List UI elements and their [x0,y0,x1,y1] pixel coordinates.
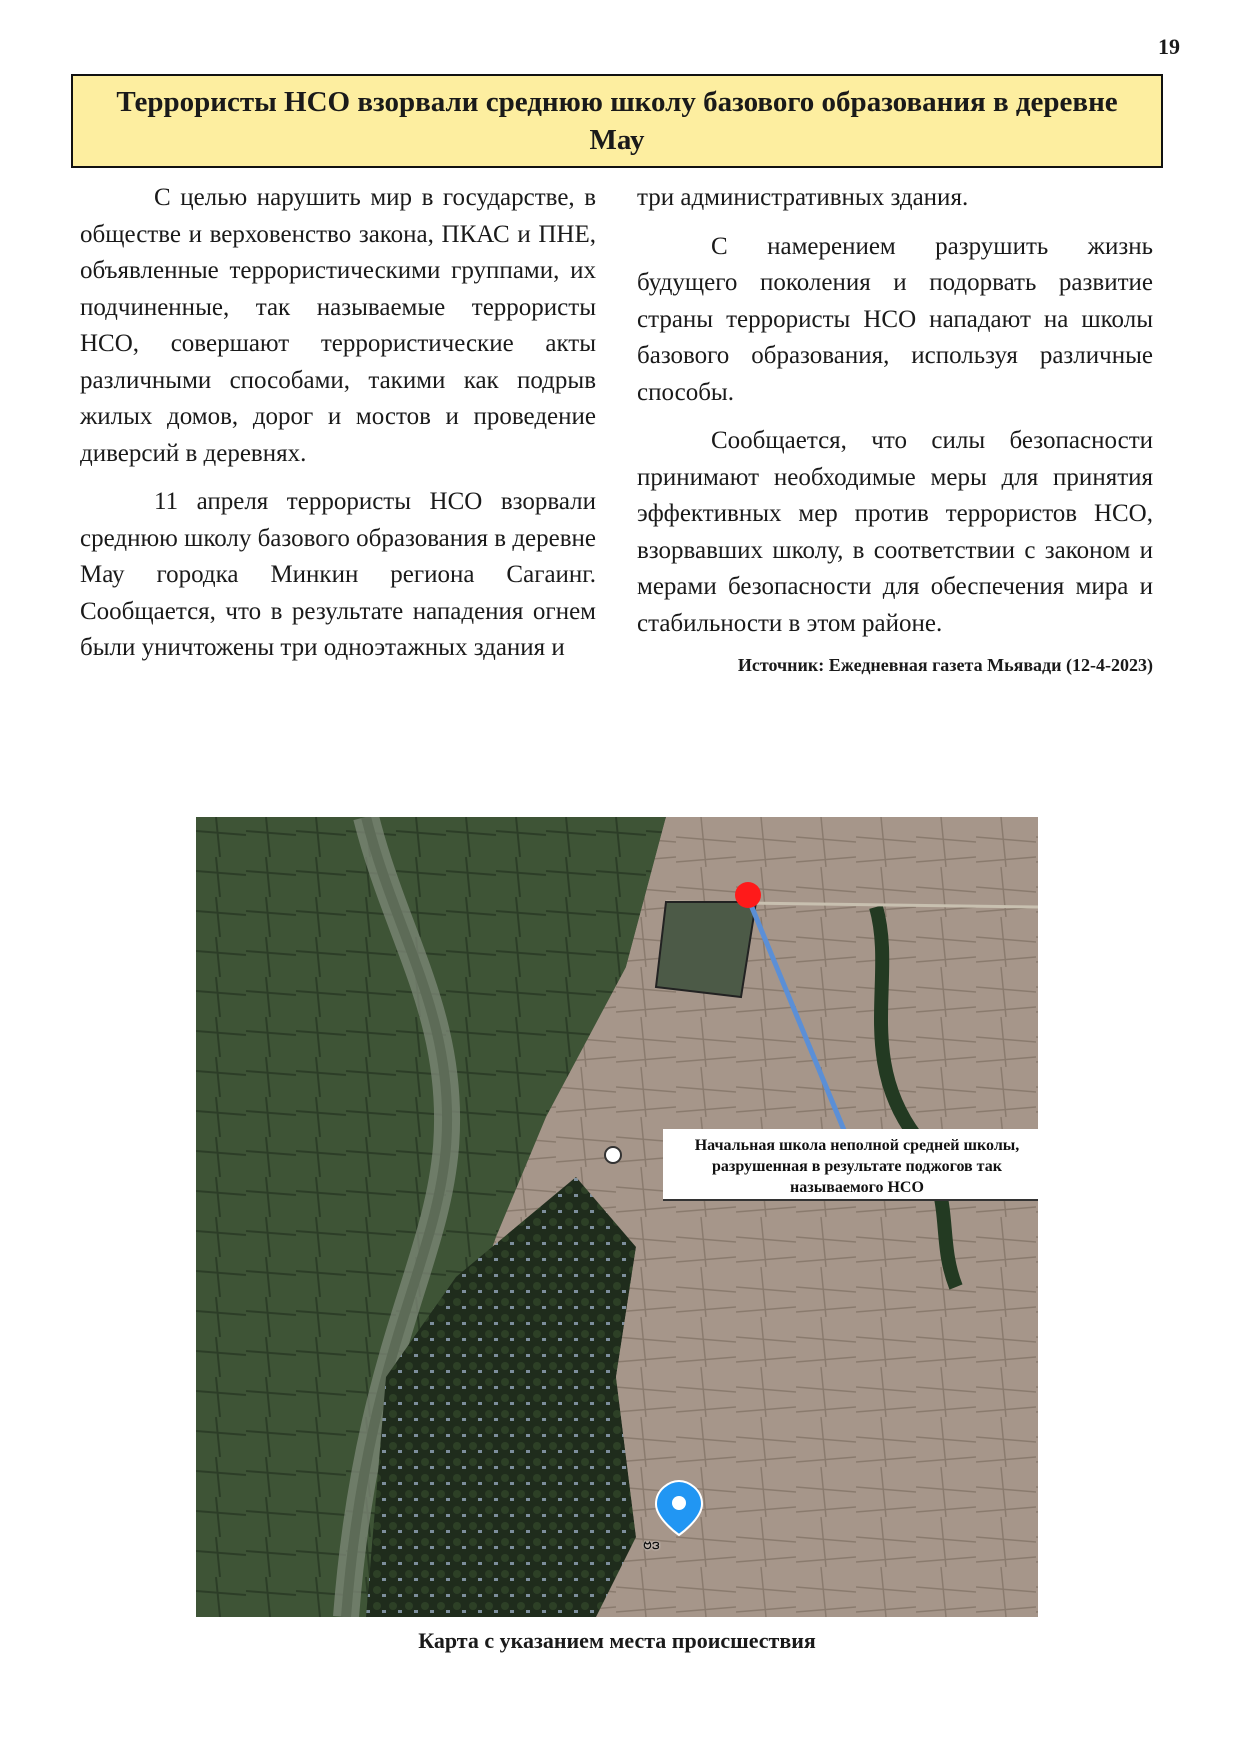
right-column [637,180,1153,688]
source-line: Источник: Ежедневная газета Мьявади (12-4-2023) [737,655,1153,675]
paragraph: Сообщается, что силы безопасности принимают необходимые меры для принятия эффективных мер против террористов НСО, взорвавших школу, в соответствии с законом и мерами безопасности для обеспечения мира и стабильности в этом районе. [637,427,1153,637]
title-box [71,74,1163,168]
pin-label: ဗဒ [643,1535,660,1553]
map-callout: Начальная школа неполной средней школы, разрушенная в результате поджогов так называемого НСО [663,1129,1038,1201]
satellite-map [196,817,1038,1617]
page-number: 19 [1158,34,1180,59]
map-image [196,817,1038,1617]
left-column [80,180,596,679]
article-title: Террористы НСО взорвали среднюю школу базового образования в деревне Мау [116,86,1118,156]
paragraph: С целью нарушить мир в государстве, в обществе и верховенство закона, ПКАС и ПНЕ, объявленные террористическими группами, их подчиненные, так называемые террористы НСО, совершают террористические акты различными способами, такими как подрыв жилых домов, дорог и мостов и проведение диверсий в деревнях. [80,184,596,467]
paragraph: три административных здания. [637,184,969,211]
paragraph: С намерением разрушить жизнь будущего поколения и подорвать развитие страны террористы НСО нападают на школы базового образования, используя различные способы. [637,232,1153,406]
map-caption: Карта с указанием места происшествия [418,1628,816,1653]
paragraph: 11 апреля террористы НСО взорвали среднюю школу базового образования в деревне Мау городка Минкин региона Сагаинг. Сообщается, что в результате нападения огнем были уничтожены три одноэтажных здания и [80,488,597,661]
